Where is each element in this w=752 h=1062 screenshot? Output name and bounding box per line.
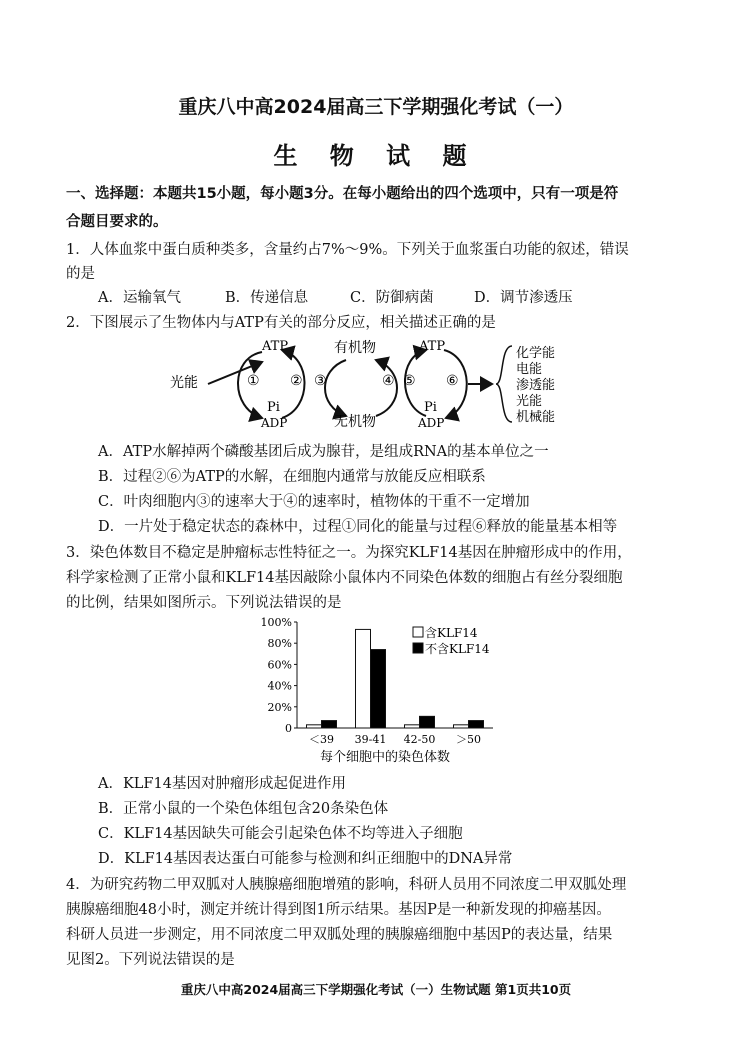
x-axis-label: 每个细胞中的染色体数	[319, 750, 451, 765]
section-heading-cont: 合题目要求的。	[66, 214, 168, 230]
x-tick-label: ＞50	[456, 733, 481, 746]
y-tick-label: 0	[285, 722, 292, 735]
q1-stem-line1: 1．人体血浆中蛋白质种类多，含量约占7%～9%。下列关于血浆蛋白功能的叙述，错误	[66, 242, 629, 258]
y-tick-label: 20%	[267, 700, 292, 714]
q1-option-a: A．运输氧气	[98, 290, 181, 306]
step-5-label: ⑤	[403, 373, 416, 389]
x-tick-label: ＜39	[309, 733, 334, 746]
y-tick-label: 40%	[267, 679, 292, 693]
subject-title: 生 物 试 题	[273, 142, 479, 170]
q3-option-c: C．KLF14基因缺失可能会引起染色体不均等进入子细胞	[98, 826, 463, 842]
q3-stem-line2: 科学家检测了正常小鼠和KLF14基因敲除小鼠体内不同染色体数的细胞占有丝分裂细胞	[66, 570, 623, 586]
q1-option-b: B．传递信息	[225, 290, 309, 306]
step-6-label: ⑥	[446, 373, 459, 389]
energy-label-mechanical: 机械能	[516, 410, 556, 425]
legend-label: 不含KLF14	[425, 642, 490, 656]
q3-option-b: B．正常小鼠的一个染色体组包含20条染色体	[98, 801, 389, 817]
bar-without-klf14	[420, 716, 435, 728]
q3-stem-line1: 3．染色体数目不稳定是肿瘤标志性特征之一。为探究KLF14基因在肿瘤形成中的作用，	[66, 545, 632, 561]
step-3-label: ③	[314, 373, 327, 389]
q3-option-d: D．KLF14基因表达蛋白可能参与检测和纠正细胞中的DNA异常	[98, 851, 513, 867]
legend-swatch	[413, 627, 423, 637]
y-tick-label: 80%	[267, 637, 292, 651]
q4-stem-line4: 见图2。下列说法错误的是	[66, 952, 235, 968]
energy-label-chemical: 化学能	[516, 346, 556, 361]
step-4-label: ④	[382, 373, 395, 389]
q2-option-a: A．ATP水解掉两个磷酸基团后成为腺苷，是组成RNA的基本单位之一	[98, 444, 549, 460]
q1-option-c: C．防御病菌	[350, 290, 434, 306]
x-tick-label: 42-50	[403, 733, 436, 746]
bar-with-klf14	[356, 629, 371, 728]
pi-label-2: Pi	[424, 400, 437, 415]
adp-label-1: ADP	[261, 416, 288, 430]
y-tick-label: 60%	[267, 658, 292, 672]
adp-label-2: ADP	[418, 416, 445, 430]
q4-stem-line2: 胰腺癌细胞48小时，测定并统计得到图1所示结果。基因P是一种新发现的抑癌基因。	[66, 902, 611, 918]
inorganic-matter-label: 无机物	[334, 414, 376, 430]
energy-label-electric: 电能	[516, 362, 543, 377]
legend-swatch	[413, 643, 423, 653]
energy-label-light: 光能	[516, 394, 543, 409]
atp-label-2: ATP	[419, 339, 446, 354]
step-1-label: ①	[247, 373, 260, 389]
q1-option-d: D．调节渗透压	[474, 290, 573, 306]
q2-option-b: B．过程②⑥为ATP的水解，在细胞内通常与放能反应相联系	[98, 469, 486, 485]
q3-stem-line3: 的比例，结果如图所示。下列说法错误的是	[66, 595, 342, 611]
q1-stem-line2: 的是	[66, 266, 95, 282]
bar-without-klf14	[322, 721, 337, 728]
q4-stem-line1: 4．为研究药物二甲双胍对人胰腺癌细胞增殖的影响，科研人员用不同浓度二甲双胍处理	[66, 877, 627, 893]
energy-brace	[496, 346, 512, 422]
chromosome-bar-chart	[255, 612, 515, 770]
cycle-arc-3	[325, 360, 346, 416]
q3-option-a: A．KLF14基因对肿瘤形成起促进作用	[98, 776, 346, 792]
bar-without-klf14	[469, 721, 484, 728]
bar-with-klf14	[405, 725, 420, 728]
exam-title: 重庆八中高2024届高三下学期强化考试（一）	[178, 96, 574, 118]
page-footer: 重庆八中高2024届高三下学期强化考试（一）生物试题 第1页共10页	[180, 982, 572, 997]
legend-label: 含KLF14	[425, 626, 478, 640]
atp-label-1: ATP	[262, 339, 289, 354]
energy-label-osmotic: 渗透能	[516, 378, 556, 393]
step-2-label: ②	[290, 373, 303, 389]
bar-with-klf14	[307, 725, 322, 728]
q2-option-c: C．叶肉细胞内③的速率大于④的速率时，植物体的干重不一定增加	[98, 494, 530, 510]
bar-without-klf14	[371, 650, 386, 728]
q2-stem: 2．下图展示了生物体内与ATP有关的部分反应，相关描述正确的是	[66, 315, 496, 331]
pi-label-1: Pi	[267, 400, 280, 415]
y-tick-label: 100%	[260, 616, 292, 629]
light-label: 光能	[170, 375, 198, 391]
q2-option-d: D．一片处于稳定状态的森林中，过程①同化的能量与过程⑥释放的能量基本相等	[98, 519, 618, 535]
q4-stem-line3: 科研人员进一步测定，用不同浓度二甲双胍处理的胰腺癌细胞中基因P的表达量，结果	[66, 927, 613, 943]
x-tick-label: 39-41	[354, 733, 387, 746]
organic-matter-label: 有机物	[334, 340, 376, 356]
bar-with-klf14	[454, 725, 469, 728]
section-heading: 一、选择题：本题共15小题，每小题3分。在每小题给出的四个选项中，只有一项是符	[66, 186, 619, 202]
